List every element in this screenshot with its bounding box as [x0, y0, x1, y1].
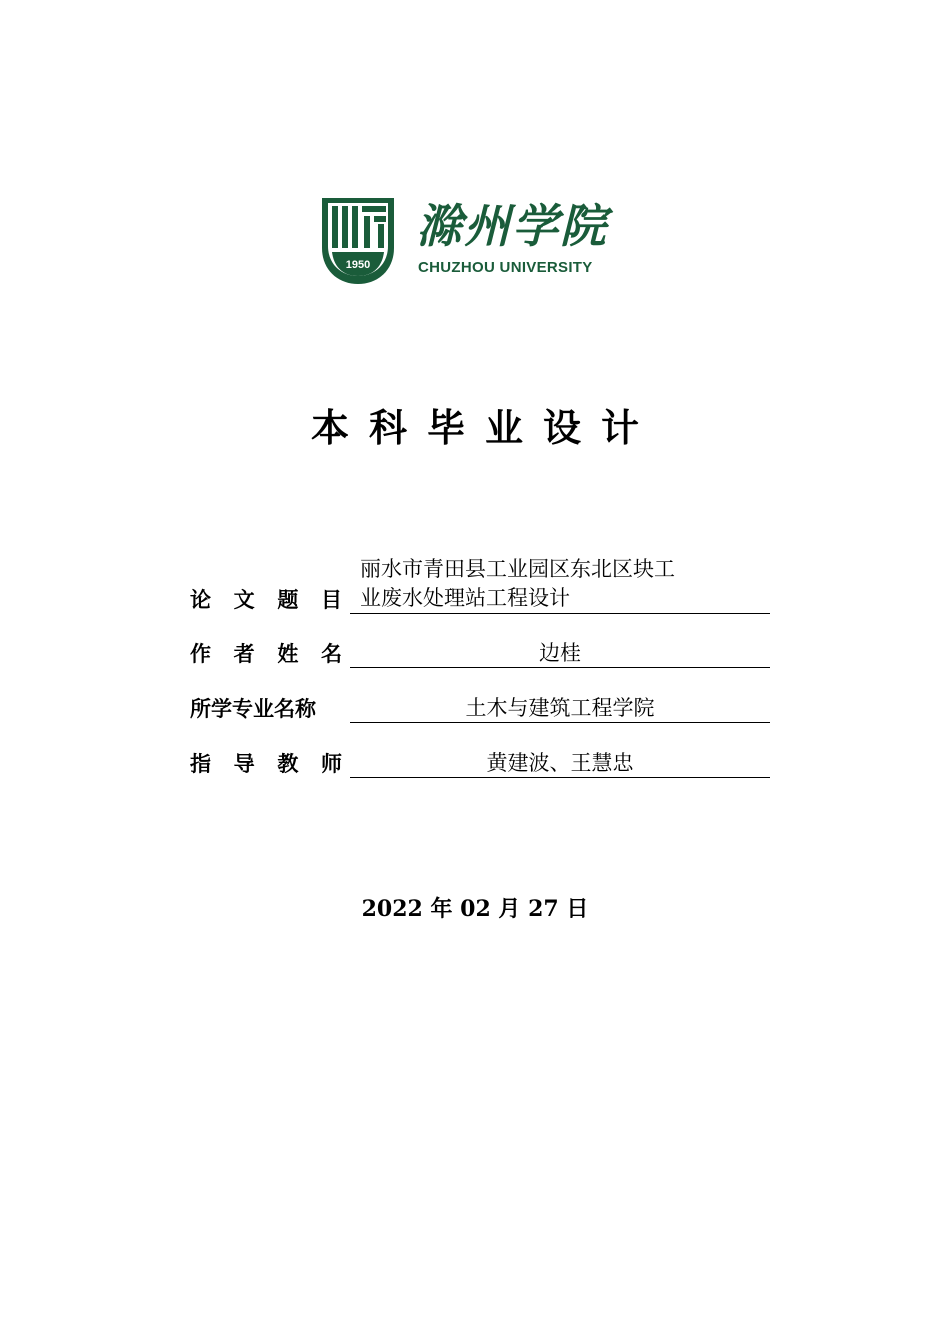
label-char: 师	[320, 752, 342, 776]
label-char: 教	[277, 752, 299, 776]
submission-date: 2022 年 02 月 27 日	[361, 896, 589, 922]
author-row	[190, 638, 770, 668]
author-value: 边桂	[350, 639, 770, 668]
label-char: 文	[233, 588, 255, 612]
label-char: 指	[190, 752, 211, 776]
label-char: 名	[320, 642, 342, 666]
advisor-value: 黄建波、王慧忠	[350, 749, 770, 778]
major-value: 土木与建筑工程学院	[350, 694, 770, 723]
author-label	[190, 640, 342, 668]
label-char: 论	[190, 588, 211, 612]
label-char: 姓	[277, 642, 299, 666]
label-char: 题	[277, 588, 299, 612]
label-char: 者	[233, 642, 255, 666]
label-char: 作	[190, 642, 211, 666]
university-name-en: CHUZHOU UNIVERSITY	[418, 259, 593, 276]
thesis-title-value	[350, 555, 770, 614]
label-char: 目	[320, 588, 342, 612]
university-logo	[320, 196, 650, 286]
page-title: 本科毕业设计	[310, 405, 659, 450]
advisor-label	[190, 750, 342, 778]
thesis-title-row	[190, 556, 770, 614]
advisor-row	[190, 748, 770, 778]
emblem-year: 1950	[345, 259, 371, 271]
thesis-title-line-1: 丽水市青田县工业园区东北区块工	[360, 557, 675, 581]
label-char: 导	[233, 752, 255, 776]
major-label: 所学专业名称	[190, 697, 316, 721]
university-name-cn: 滁州学院	[416, 199, 608, 253]
thesis-title-line-2: 业废水处理站工程设计	[360, 586, 570, 610]
thesis-title-label	[190, 586, 342, 614]
university-emblem-icon	[320, 196, 396, 286]
major-row	[190, 693, 770, 723]
